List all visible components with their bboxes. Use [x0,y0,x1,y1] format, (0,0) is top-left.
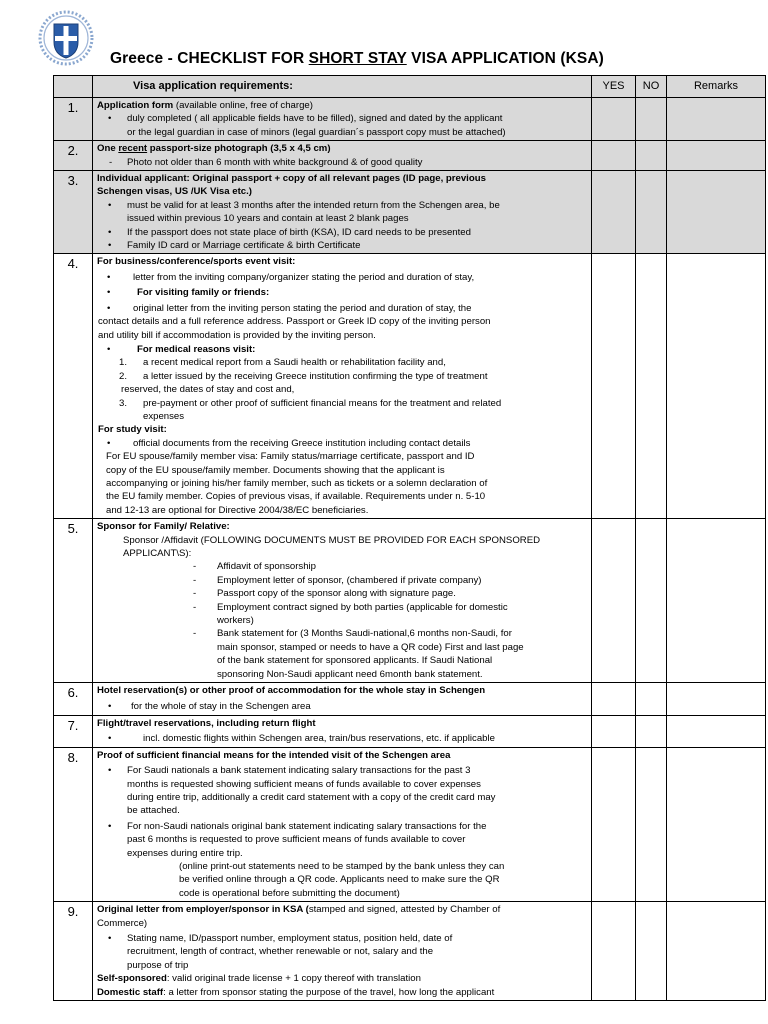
header-no: NO [636,76,667,98]
yes-cell[interactable] [592,98,636,141]
requirement-cell [93,683,592,716]
list-item: • must be valid for at least 3 months after the intended return from the Schengen area, be [97,199,588,212]
table-header-row [54,76,766,98]
list-item: • original letter from the inviting person stating the period and duration of stay, the [97,302,588,315]
eu-paragraph: copy of the EU spouse/family member. Documents showing that the applicant is [106,464,445,476]
list-item: - Affidavit of sponsorship [97,560,588,573]
list-item: - Employment contract signed by both parties (applicable for domestic [97,601,588,614]
remarks-cell[interactable] [667,254,766,519]
list-item-cont: be attached. [127,805,180,817]
list-item: - Photo not older than 6 month with white background & of good quality [97,156,588,169]
row-number: 8. [54,747,93,901]
no-cell[interactable] [636,902,667,1001]
list-item: - Passport copy of the sponsor along with signature page. [97,587,588,600]
requirement-heading-cont: Schengen visas, US /UK Visa etc.) [97,186,252,198]
yes-cell[interactable] [592,902,636,1001]
yes-cell[interactable] [592,715,636,747]
page-title: Greece - CHECKLIST FOR SHORT STAY VISA APPLICATION (KSA) [110,50,604,67]
row-number: 9. [54,902,93,1001]
list-item: • Family ID card or Marriage certificate & birth Certificate [97,239,588,252]
row-number: 2. [54,141,93,171]
sponsor-subheading: Sponsor /Affidavit (FOLLOWING DOCUMENTS MUST BE PROVIDED FOR EACH SPONSORED [123,534,541,546]
header-remarks: Remarks [667,76,766,98]
remarks-cell[interactable] [667,171,766,254]
list-item: 2. a letter issued by the receiving Greece institution confirming the type of treatment [119,370,488,382]
list-item-cont: issued within previous 10 years and contain at least 2 blank pages [127,213,409,225]
header-requirements: Visa application requirements: [93,76,592,98]
no-cell[interactable] [636,141,667,171]
list-item: • letter from the inviting company/organizer stating the period and duration of stay, [97,271,588,284]
eu-paragraph: the EU family member. Copies of previous visas, if available. Requirements under n. 5-10 [106,491,486,503]
no-cell[interactable] [636,254,667,519]
yes-cell[interactable] [592,171,636,254]
yes-cell[interactable] [592,254,636,519]
list-item: • Stating name, ID/passport number, employment status, position held, date of [97,932,588,945]
table-row [54,683,766,716]
list-item-cont: expenses [143,410,185,422]
requirement-heading: Application form [97,100,174,111]
greek-coat-of-arms-icon [38,10,94,66]
list-item: • incl. domestic flights within Schengen area, train/bus reservations, etc. if applicable [97,732,588,745]
requirement-heading-cont: Commerce) [97,917,148,929]
list-item-cont: or the legal guardian in case of minors (legal guardian´s passport copy must be attached) [127,126,506,138]
list-item-cont: purpose of trip [127,959,189,971]
requirement-cell [93,98,592,141]
remarks-cell[interactable] [667,715,766,747]
yes-cell[interactable] [592,141,636,171]
list-item-cont: expenses during entire trip. [127,847,243,859]
list-item: • official documents from the receiving Greece institution including contact details [97,437,588,450]
list-item: • for the whole of stay in the Schengen area [97,700,588,713]
list-item-cont: reserved, the dates of stay and cost and, [121,384,295,396]
note-text: (online print-out statements need to be stamped by the bank unless they can [179,860,505,872]
row-number: 5. [54,519,93,683]
table-row [54,98,766,141]
row-number: 1. [54,98,93,141]
requirement-heading: Sponsor for Family/ Relative: [97,521,230,533]
requirement-cell [93,171,592,254]
no-cell[interactable] [636,747,667,901]
table-row [54,715,766,747]
row-number: 6. [54,683,93,716]
requirement-cell [93,254,592,519]
requirement-cell [93,902,592,1001]
list-item-cont: recruitment, length of contract, whether renewable or not, salary and the [127,946,434,958]
no-cell[interactable] [636,171,667,254]
requirement-heading: For business/conference/sports event visit: [97,256,296,268]
requirement-cell [93,747,592,901]
list-item: 3. pre-payment or other proof of sufficient financial means for the treatment and related [119,397,502,409]
requirement-cell [93,519,592,683]
list-item-cont: contact details and a full reference address. Passport or Greek ID copy of the inviting person [98,316,491,328]
header-yes: YES [592,76,636,98]
subsection-heading: • For visiting family or friends: [97,286,588,299]
list-item-cont: main sponsor, stamped or needs to have a QR code) First and last page [217,641,524,653]
list-item: - Employment letter of sponsor, (chambered if private company) [97,574,588,587]
table-row [54,519,766,683]
list-item-cont: past 6 months is requested to prove sufficient means of funds available to cover [127,834,466,846]
table-row [54,141,766,171]
list-item: • If the passport does not state place of birth (KSA), ID card needs to be presented [97,226,588,239]
checklist-table [53,75,766,1001]
table-row [54,254,766,519]
subsection-heading: • For medical reasons visit: [97,343,588,356]
no-cell[interactable] [636,519,667,683]
row-number: 3. [54,171,93,254]
list-item: • For Saudi nationals a bank statement indicating salary transactions for the past 3 [97,764,588,777]
no-cell[interactable] [636,683,667,716]
table-row [54,902,766,1001]
requirement-text: (available online, free of charge) [173,100,313,111]
remarks-cell[interactable] [667,98,766,141]
yes-cell[interactable] [592,683,636,716]
list-item: 1. a recent medical report from a Saudi health or rehabilitation facility and, [119,357,446,369]
subsection-heading: For study visit: [98,424,167,436]
remarks-cell[interactable] [667,747,766,901]
row-number: 4. [54,254,93,519]
row-number: 7. [54,715,93,747]
self-sponsored-text: Self-sponsored: valid original trade license + 1 copy thereof with translation [97,973,421,985]
table-row [54,747,766,901]
header-num-cell [54,76,93,98]
domestic-staff-text: Domestic staff: a letter from sponsor stating the purpose of the travel, how long the applicant [97,986,495,998]
list-item-cont: and utility bill if accommodation is provided by the inviting person. [98,329,376,341]
list-item: • For non-Saudi nationals original bank statement indicating salary transactions for the [97,820,588,833]
sponsor-subheading-cont: APPLICANT\S): [123,548,192,559]
list-item-cont: of the bank statement for sponsored applicants. If Saudi National [217,655,493,667]
list-item-cont: during entire trip, additionally a credit card statement with a copy of the credit card may [127,791,496,803]
list-item-cont: workers) [217,615,254,627]
requirement-heading: Original letter from employer/sponsor in KSA (stamped and signed, attested by Chamber of [97,904,501,916]
requirement-heading: Individual applicant: Original passport + copy of all relevant pages (ID page, previous [97,173,486,185]
remarks-cell[interactable] [667,519,766,683]
requirement-heading: One recent passport-size photograph (3,5 x 4,5 cm) [97,143,331,155]
yes-cell[interactable] [592,747,636,901]
requirement-heading: Hotel reservation(s) or other proof of accommodation for the whole stay in Schengen [97,685,486,697]
requirement-heading: Proof of sufficient financial means for the intended visit of the Schengen area [97,749,451,761]
list-item: - Bank statement for (3 Months Saudi-national,6 months non-Saudi, for [97,627,588,640]
yes-cell[interactable] [592,519,636,683]
remarks-cell[interactable] [667,902,766,1001]
remarks-cell[interactable] [667,141,766,171]
no-cell[interactable] [636,715,667,747]
requirement-heading: Flight/travel reservations, including return flight [97,717,316,729]
table-row [54,171,766,254]
requirement-cell [93,715,592,747]
list-item-cont: sponsoring Non-Saudi applicant need 6month bank statement. [217,668,483,680]
list-item-cont: months is requested showing sufficient means of funds available to cover expenses [127,778,481,790]
eu-paragraph: accompanying or joining his/her family member, such as tickets or a solemn declaration of [106,477,488,489]
eu-paragraph: For EU spouse/family member visa: Family status/marriage certificate, passport and ID [106,451,475,463]
eu-paragraph: and 12-13 are optional for Directive 2004/38/EC beneficiaries. [106,504,369,516]
remarks-cell[interactable] [667,683,766,716]
requirement-cell [93,141,592,171]
note-text: be verified online through a QR code. Applicants need to make sure the QR [179,874,500,886]
no-cell[interactable] [636,98,667,141]
list-item: • duly completed ( all applicable fields have to be filled), signed and dated by the applicant [97,112,588,125]
note-text: code is operational before submitting the document) [179,887,400,899]
